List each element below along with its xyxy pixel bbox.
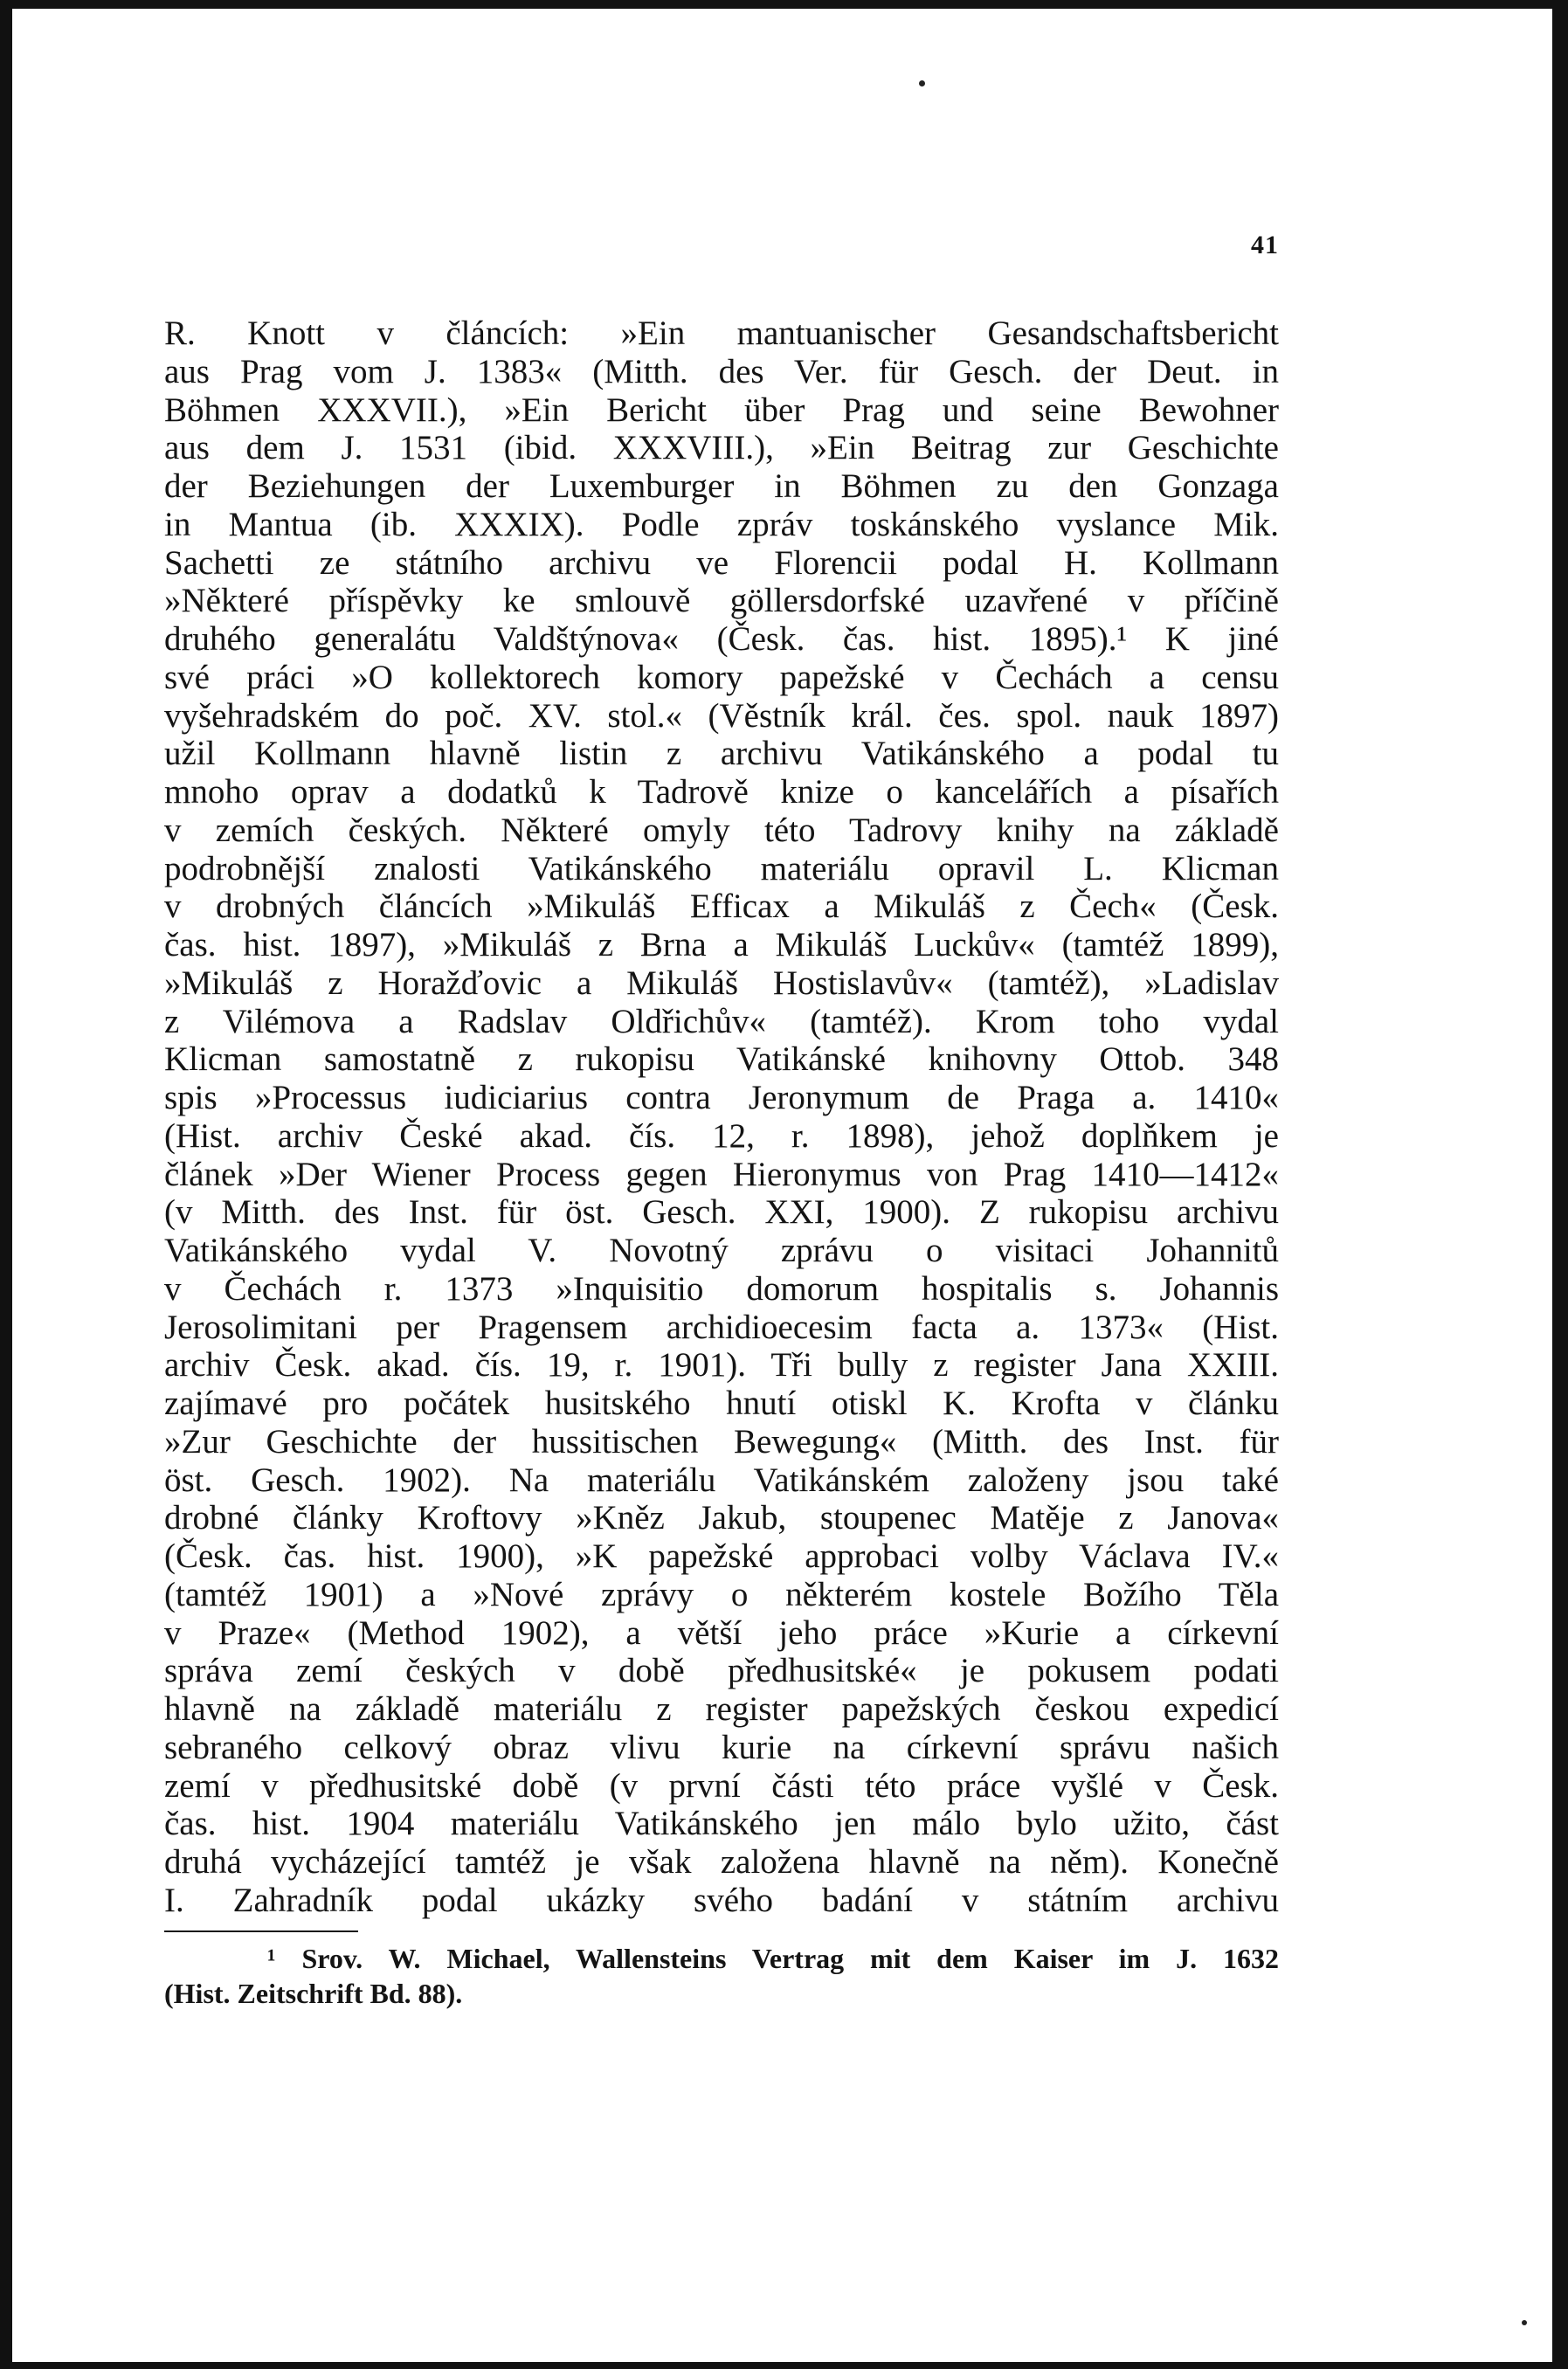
text-line: »Mikuláš z Horažďovic a Mikuláš Hostislavův« (tamtéž), »Ladislav xyxy=(164,963,1279,1002)
text-line: der Beziehungen der Luxemburger in Böhmen zu den Gonzaga xyxy=(164,467,1279,505)
text-line: Böhmen XXXVII.), »Ein Bericht über Prag und seine Bewohner xyxy=(164,390,1279,429)
text-line: zemí v předhusitské době (v první části této práce vyšlé v Česk. xyxy=(164,1766,1279,1805)
text-line: své práci »O kollektorech komory papežské v Čechách a censu xyxy=(164,658,1279,696)
text-line: sebraného celkový obraz vlivu kurie na církevní správu našich xyxy=(164,1728,1279,1766)
text-line: čas. hist. 1904 materiálu Vatikánského jen málo bylo užito, část xyxy=(164,1805,1279,1843)
text-line: in Mantua (ib. XXXIX). Podle zpráv toskánského vyslance Mik. xyxy=(164,505,1279,543)
text-line: aus dem J. 1531 (ibid. XXXVIII.), »Ein Beitrag zur Geschichte xyxy=(164,429,1279,467)
text-line: archiv Česk. akad. čís. 19, r. 1901). Tři bully z register Jana XXIII. xyxy=(164,1346,1279,1385)
footnote-line: (Hist. Zeitschrift Bd. 88). xyxy=(164,1978,463,2009)
text-line: (v Mitth. des Inst. für öst. Gesch. XXI, 1900). Z rukopisu archivu xyxy=(164,1193,1279,1232)
text-line: v Praze« (Method 1902), a větší jeho práce »Kurie a církevní xyxy=(164,1613,1279,1652)
text-line: drobné články Kroftovy »Kněz Jakub, stoupenec Matěje z Janova« xyxy=(164,1499,1279,1537)
text-line: Klicman samostatně z rukopisu Vatikánské knihovny Ottob. 348 xyxy=(164,1040,1279,1079)
text-line: vyšehradském do poč. XV. stol.« (Věstník král. čes. spol. nauk 1897) xyxy=(164,696,1279,735)
text-line: (Česk. čas. hist. 1900), »K papežské approbaci volby Václava IV.« xyxy=(164,1537,1279,1575)
text-line: spis »Processus iudiciarius contra Jeronymum de Praga a. 1410« xyxy=(164,1079,1279,1116)
text-line: v drobných článcích »Mikuláš Efficax a Mikuláš z Čech« (Česk. xyxy=(164,888,1279,926)
text-line: (Hist. archiv České akad. čís. 12, r. 1898), jehož doplňkem je xyxy=(164,1116,1279,1155)
text-line: »Zur Geschichte der hussitischen Bewegung« (Mitth. des Inst. für xyxy=(164,1422,1279,1461)
text-line: v zemích českých. Některé omyly této Tadrovy knihy na základě xyxy=(164,811,1279,849)
page-number: 41 xyxy=(1251,231,1279,259)
text-line: hlavně na základě materiálu z register papežských českou expedicí xyxy=(164,1690,1279,1728)
text-line: (tamtéž 1901) a »Nové zprávy o některém kostele Božího Těla xyxy=(164,1575,1279,1613)
text-line: čas. hist. 1897), »Mikuláš z Brna a Mikuláš Luckův« (tamtéž 1899), xyxy=(164,926,1279,963)
text-line: mnoho oprav a dodatků k Tadrově knize o kancelářích a písařích xyxy=(164,773,1279,811)
text-line: I. Zahradník podal ukázky svého badání v státním archivu xyxy=(164,1881,1279,1919)
text-line: Jerosolimitani per Pragensem archidioecesim facta a. 1373« (Hist. xyxy=(164,1308,1279,1346)
scan-speck xyxy=(919,80,925,86)
text-line: aus Prag vom J. 1383« (Mitth. des Ver. für Gesch. der Deut. in xyxy=(164,352,1279,390)
text-line: v Čechách r. 1373 »Inquisitio domorum hospitalis s. Johannis xyxy=(164,1269,1279,1308)
text-line: Sachetti ze státního archivu ve Florencii podal H. Kollmann xyxy=(164,543,1279,582)
body-text xyxy=(164,314,1279,1920)
footnote-line: ¹ Srov. W. Michael, Wallensteins Vertrag mit dem Kaiser im J. 1632 xyxy=(267,1943,1279,1974)
text-line: druhého generalátu Valdštýnova« (Česk. čas. hist. 1895).¹ K jiné xyxy=(164,620,1279,658)
text-line: článek »Der Wiener Process gegen Hieronymus von Prag 1410—1412« xyxy=(164,1155,1279,1193)
text-line: správa zemí českých v době předhusitské« je pokusem podati xyxy=(164,1652,1279,1690)
text-line: podrobnější znalosti Vatikánského materiálu opravil L. Klicman xyxy=(164,849,1279,888)
text-line: Vatikánského vydal V. Novotný zprávu o visitaci Johannitů xyxy=(164,1232,1279,1269)
text-line: užil Kollmann hlavně listin z archivu Vatikánského a podal tu xyxy=(164,735,1279,773)
text-line: z Vilémova a Radslav Oldřichův« (tamtéž). Krom toho vydal xyxy=(164,1002,1279,1040)
scan-speck xyxy=(1522,2320,1527,2325)
text-line: druhá vycházející tamtéž je však založena hlavně na něm). Konečně xyxy=(164,1843,1279,1881)
text-line: zajímavé pro počátek husitského hnutí otiskl K. Krofta v článku xyxy=(164,1385,1279,1422)
text-line: öst. Gesch. 1902). Na materiálu Vatikánském založeny jsou také xyxy=(164,1461,1279,1499)
text-line: »Některé příspěvky ke smlouvě göllersdorfské uzavřené v příčině xyxy=(164,582,1279,620)
text-line: R. Knott v článcích: »Ein mantuanischer Gesandschaftsbericht xyxy=(164,314,1279,352)
footnotes xyxy=(164,1941,1279,2011)
footnote-divider xyxy=(164,1930,358,1932)
